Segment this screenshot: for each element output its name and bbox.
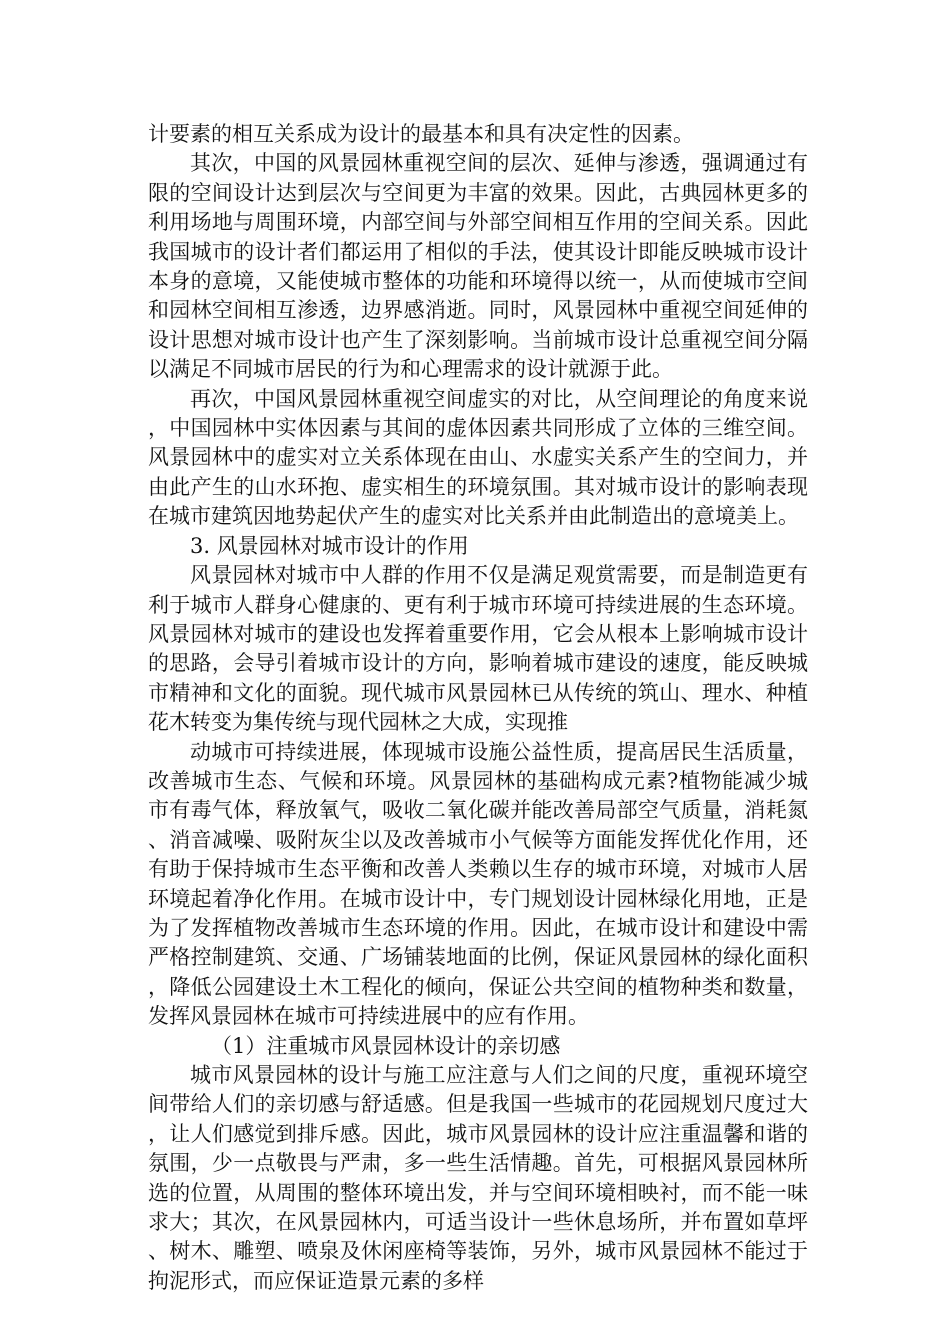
- section-heading-3: 3. 风景园林对城市设计的作用: [190, 533, 469, 558]
- document-body: [148, 120, 808, 1296]
- paragraph-sustainability: 动城市可持续进展，体现城市设施公益性质，提高居民生活质量，改善城市生态、气候和环境。风景园林的基础构成元素?植物能减少城市有毒气体，释放氧气，吸收二氧化碳并能改善局部空气质量，消耗氮、消音减噪、吸附灰尘以及改善城市小气候等方面能发挥优化作用，还有助于保持城市生态平衡和改善人类赖以生存的城市环境，对城市人居环境起着净化作用。在城市设计中，专门规划设计园林绿化用地，正是为了发挥植物改善城市生态环境的作用。因此，在城市设计和建设中需严格控制建筑、交通、广场铺装地面的比例，保证风景园林的绿化面积，降低公园建设土木工程化的倾向，保证公共空间的植物种类和数量，发挥风景园林在城市可持续进展中的应有作用。: [148, 739, 808, 1029]
- paragraph-spatial-layers: 其次，中国的风景园林重视空间的层次、延伸与渗透，强调通过有限的空间设计达到层次与空间更为丰富的效果。因此，古典园林更多的利用场地与周围环境，内部空间与外部空间相互作用的空间关系。因此我国城市的设计者们都运用了相似的手法，使其设计即能反映城市设计本身的意境，又能使城市整体的功能和环境得以统一，从而使城市空间和园林空间相互渗透，边界感消逝。同时，风景园林中重视空间延伸的设计思想对城市设计也产生了深刻影响。当前城市设计总重视空间分隔以满足不同城市居民的行为和心理需求的设计就源于此。: [148, 151, 808, 382]
- paragraph-intro-tail: 计要素的相互关系成为设计的最基本和具有决定性的因素。: [148, 122, 694, 146]
- paragraph-intimacy: 城市风景园林的设计与施工应注意与人们之间的尺度，重视环境空间带给人们的亲切感与舒适感。但是我国一些城市的花园规划尺度过大，让人们感觉到排斥感。因此，城市风景园林的设计应注重温馨和谐的氛围，少一点敬畏与严肃，多一些生活情趣。首先，可根据风景园林所选的位置，从周围的整体环境出发，并与空间环境相映衬，而不能一味求大；其次，在风景园林内，可适当设计一些休息场所，并布置如草坪、树木、雕塑、喷泉及休闲座椅等装饰，另外，城市风景园林不能过于拘泥形式，而应保证造景元素的多样: [148, 1063, 808, 1293]
- paragraph-role-of-landscape: 风景园林对城市中人群的作用不仅是满足观赏需要，而是制造更有利于城市人群身心健康的、更有利于城市环境可持续进展的生态环境。风景园林对城市的建设也发挥着重要作用，它会从根本上影响城市设计的思路，会导引着城市设计的方向，影响着城市建设的速度，能反映城市精神和文化的面貌。现代城市风景园林已从传统的筑山、理水、种植花木转变为集传统与现代园林之大成，实现推: [148, 563, 808, 735]
- subsection-heading-1: （1）注重城市风景园林设计的亲切感: [211, 1033, 561, 1058]
- paragraph-void-solid: 再次，中国风景园林重视空间虚实的对比，从空间理论的角度来说，中国园林中实体因素与其间的虚体因素共同形成了立体的三维空间。风景园林中的虚实对立关系体现在由山、水虚实关系产生的空间力，并由此产生的山水环抱、虚实相生的环境氛围。其对城市设计的影响表现在城市建筑因地势起伏产生的虚实对比关系并由此制造出的意境美上。: [148, 386, 808, 529]
